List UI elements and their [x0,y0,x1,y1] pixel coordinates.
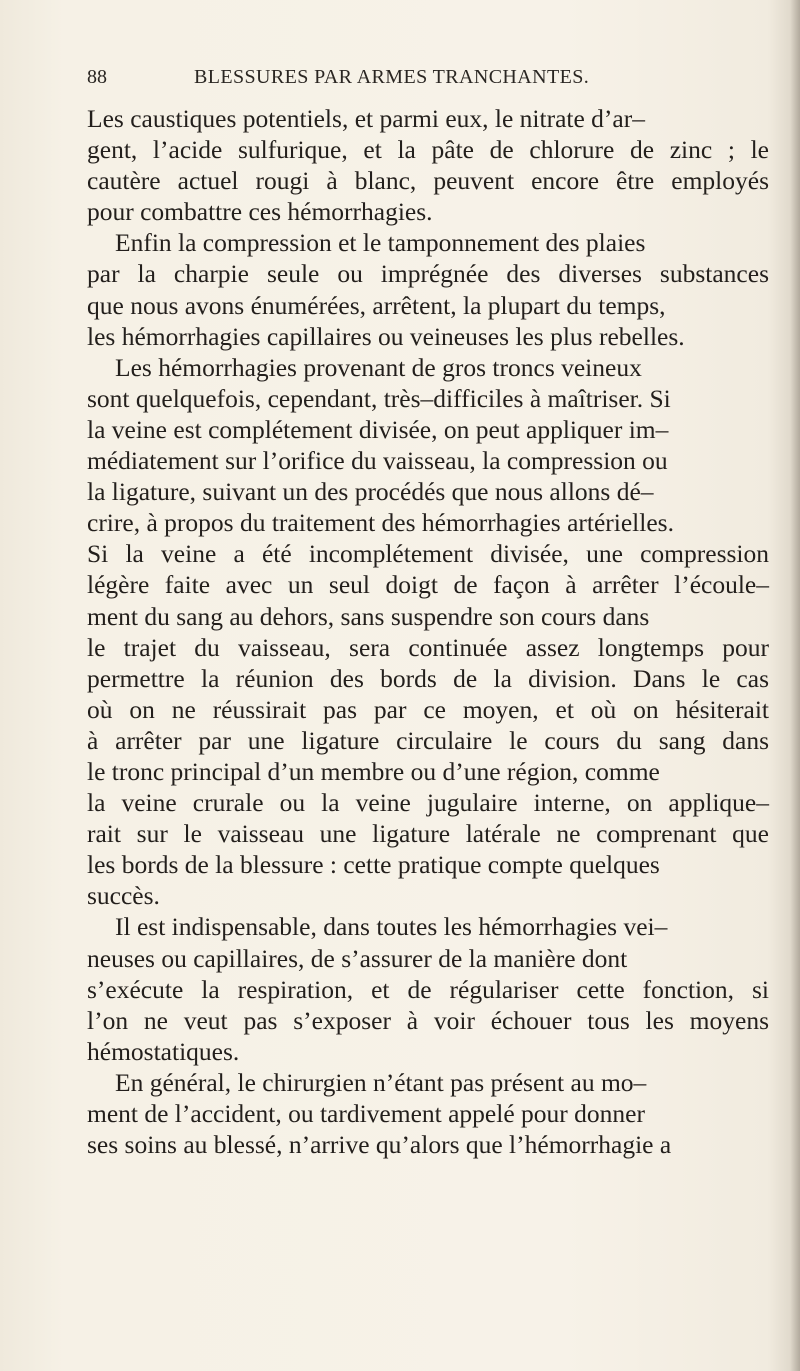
text-line: ses soins au blessé, n’arrive qu’alors que l’hémorrhagie a [87,1130,672,1160]
text-line: Si la veine a été incomplétement divisée, une compression [87,539,769,569]
text-line: crire, à propos du traitement des hémorrhagies artérielles. [87,508,674,538]
body-text [87,103,777,1160]
text-line: la ligature, suivant un des procédés que nous allons dé– [87,477,654,507]
text-line: Les hémorrhagies provenant de gros troncs veineux [115,352,642,382]
text-line: ment de l’accident, ou tardivement appelé pour donner [87,1099,645,1128]
text-line: s’exécute la respiration, et de régulariser cette fonction, si [87,974,769,1004]
text-line: les bords de la blessure : cette pratique compte quelques [87,850,660,880]
text-line: le trajet du vaisseau, sera continuée assez longtemps pour [87,632,769,662]
text-line: où on ne réussirait pas par ce moyen, et où on hésiterait [87,694,769,724]
text-line: Enfin la compression et le tamponnement des plaies [115,228,646,258]
text-line: ment du sang au dehors, sans suspendre son cours dans [87,601,650,631]
text-line: Il est indispensable, dans toutes les hémorrhagies vei– [115,912,668,942]
text-line: rait sur le vaisseau une ligature latérale ne comprenant que [87,819,769,849]
running-head: BLESSURES PAR ARMES TRANCHANTES. [194,66,590,88]
page-edge-shadow [790,0,800,1371]
text-line: sont quelquefois, cependant, très–difficiles à maîtriser. Si [87,383,671,413]
text-line: pour combattre ces hémorrhagies. [87,197,433,227]
page-number: 88 [87,66,107,88]
text-line: permettre la réunion des bords de la division. Dans le cas [87,663,769,693]
text-line: l’on ne veut pas s’exposer à voir échouer tous les moyens [87,1005,769,1035]
text-line: la veine est complétement divisée, on peut appliquer im– [87,414,669,444]
text-line: médiatement sur l’orifice du vaisseau, la compression ou [87,446,668,476]
text-line: En général, le chirurgien n’étant pas présent au mo– [115,1067,647,1097]
text-line: neuses ou capillaires, de s’assurer de la manière dont [87,943,628,973]
text-line: que nous avons énumérées, arrêtent, la plupart du temps, [87,290,666,320]
text-line: les hémorrhagies capillaires ou veineuses les plus rebelles. [87,321,685,351]
text-line: légère faite avec un seul doigt de façon à arrêter l’écoule– [87,570,769,600]
text-line: par la charpie seule ou imprégnée des diverses substances [87,259,769,289]
text-line: cautère actuel rougi à blanc, peuvent encore être employés [87,166,769,196]
text-line: le tronc principal d’un membre ou d’une région, comme [87,756,660,786]
text-line: la veine crurale ou la veine jugulaire interne, on applique– [87,788,769,818]
text-line: gent, l’acide sulfurique, et la pâte de chlorure de zinc ; le [87,135,769,165]
text-line: à arrêter par une ligature circulaire le cours du sang dans [87,725,769,755]
text-line: succès. [87,881,160,911]
page-header [87,62,727,96]
text-line: Les caustiques potentiels, et parmi eux, le nitrate d’ar– [87,104,645,133]
text-line: hémostatiques. [87,1036,240,1066]
